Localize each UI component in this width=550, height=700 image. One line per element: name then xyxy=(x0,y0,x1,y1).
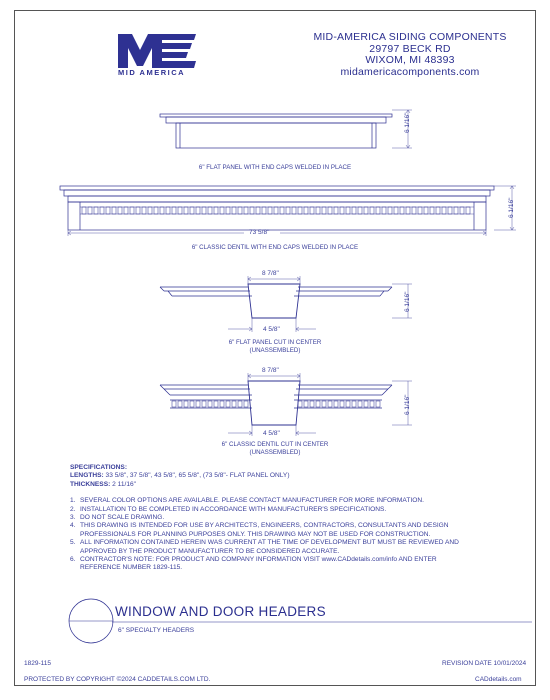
dentil-block xyxy=(454,207,458,214)
dentil-block xyxy=(418,207,422,214)
view2-height-dim: 6 1/16" xyxy=(508,197,515,218)
dentil-block xyxy=(196,207,200,214)
dentil-block xyxy=(106,207,110,214)
spec-thickness-value: 2 11/16" xyxy=(112,480,136,488)
dentil-block xyxy=(118,207,122,214)
note-text: DO NOT SCALE DRAWING. xyxy=(80,514,165,522)
note-text-cont: PROFESSIONALS FOR PLANNING PURPOSES ONLY. THIS DRAWING MAY NOT BE USED FOR CONSTRUCTION. xyxy=(80,530,431,538)
dentil-block xyxy=(364,207,368,214)
dentil-block xyxy=(298,401,302,407)
reference-number: 1829-115 xyxy=(24,660,51,667)
dentil-block xyxy=(340,207,344,214)
classic-dentil-elevation xyxy=(60,186,516,236)
dentil-block xyxy=(142,207,146,214)
dentil-block xyxy=(232,207,236,214)
dentil-block xyxy=(382,207,386,214)
drawing-subtitle: 6" SPECIALTY HEADERS xyxy=(118,627,195,634)
dentil-block xyxy=(364,401,368,407)
view3-caption-line1: 6" FLAT PANEL CUT IN CENTER xyxy=(228,339,322,346)
dentil-block xyxy=(334,207,338,214)
company-address-line1: 29797 BECK RD xyxy=(369,42,451,55)
dentil-block xyxy=(334,401,338,407)
dentil-block xyxy=(178,401,182,407)
drawing-title: WINDOW AND DOOR HEADERS xyxy=(115,604,326,619)
dentil-block xyxy=(388,207,392,214)
dentil-block xyxy=(304,207,308,214)
note-number: 5. xyxy=(70,539,76,547)
detail-circle-icon xyxy=(66,596,116,646)
dentil-block xyxy=(172,401,176,407)
dentil-block xyxy=(436,207,440,214)
dentil-block xyxy=(166,207,170,214)
dentil-block xyxy=(322,401,326,407)
title-underline xyxy=(112,621,532,623)
dentil-block xyxy=(346,401,350,407)
dentil-block xyxy=(448,207,452,214)
dentil-block xyxy=(244,207,248,214)
dentil-block xyxy=(232,401,236,407)
spec-thickness xyxy=(70,481,510,489)
note-number: 2. xyxy=(70,505,76,513)
spec-heading: SPECIFICATIONS: xyxy=(70,464,128,471)
dentil-block xyxy=(352,207,356,214)
view3-bottom-dim: 4 5/8" xyxy=(263,326,280,333)
dentil-block xyxy=(112,207,116,214)
dentil-block xyxy=(184,207,188,214)
note-number: 3. xyxy=(70,514,76,522)
dentil-block xyxy=(238,401,242,407)
dentil-block xyxy=(352,401,356,407)
spec-note xyxy=(70,522,510,539)
dentil-block xyxy=(94,207,98,214)
note-text-cont: APPROVED BY THE PRODUCT MANUFACTURER TO BE CONSIDERED ACCURATE. xyxy=(80,547,340,555)
dentil-block xyxy=(226,401,230,407)
dentil-block xyxy=(208,207,212,214)
dentil-block xyxy=(424,207,428,214)
dentil-block xyxy=(124,207,128,214)
classic-dentil-cut-elevation xyxy=(160,373,412,436)
dentil-block xyxy=(304,401,308,407)
view4-caption-line1: 6" CLASSIC DENTIL CUT IN CENTER xyxy=(221,441,329,448)
note-text: SEVERAL COLOR OPTIONS ARE AVAILABLE. PLEASE CONTACT MANUFACTURER FOR MORE INFORMATION. xyxy=(80,497,424,505)
flat-panel-cut-elevation xyxy=(160,276,412,332)
dentil-block xyxy=(310,207,314,214)
view4-bottom-dim: 4 5/8" xyxy=(263,430,280,437)
dentil-block xyxy=(244,401,248,407)
spec-note xyxy=(70,506,510,514)
dentil-block xyxy=(376,207,380,214)
dentil-block xyxy=(460,207,464,214)
note-number: 1. xyxy=(70,497,76,505)
spec-note xyxy=(70,497,510,505)
note-text: CONTRACTOR'S NOTE: FOR PRODUCT AND COMPANY INFORMATION VISIT www.CADdetails.com/info AND ENTER xyxy=(80,556,437,564)
dentil-block xyxy=(316,207,320,214)
dentil-block xyxy=(256,207,260,214)
dentil-block xyxy=(160,207,164,214)
company-website[interactable]: midamericacomponents.com xyxy=(340,65,480,78)
dentil-block xyxy=(172,207,176,214)
note-text: ALL INFORMATION CONTAINED HEREIN WAS CURRENT AT THE TIME OF DEVELOPMENT BUT MUST BE REVIEWED AND xyxy=(80,539,459,547)
spec-lengths xyxy=(70,472,510,480)
dentil-block xyxy=(148,207,152,214)
note-number: 6. xyxy=(70,556,76,564)
dentil-block xyxy=(208,401,212,407)
view4-top-dim: 8 7/8" xyxy=(262,367,279,374)
specifications-block xyxy=(70,464,510,573)
view3-height-dim: 6 1/16" xyxy=(404,291,411,312)
dentil-block xyxy=(202,401,206,407)
dentil-block xyxy=(286,207,290,214)
dentil-block xyxy=(406,207,410,214)
dentil-block xyxy=(400,207,404,214)
dentil-block xyxy=(136,207,140,214)
dentil-block xyxy=(226,207,230,214)
dentil-block xyxy=(274,207,278,214)
dentil-block xyxy=(214,401,218,407)
dentil-block xyxy=(376,401,380,407)
dentil-block xyxy=(268,207,272,214)
dentil-block xyxy=(358,207,362,214)
view4-caption-line2: (UNASSEMBLED) xyxy=(249,449,301,456)
spec-note xyxy=(70,556,510,573)
note-number: 4. xyxy=(70,522,76,530)
dentil-block xyxy=(316,401,320,407)
spec-lengths-label: LENGTHS: xyxy=(70,472,104,480)
spec-thickness-label: THICKNESS: xyxy=(70,480,111,488)
dentil-block xyxy=(370,401,374,407)
dentil-block xyxy=(202,207,206,214)
dentil-block xyxy=(328,207,332,214)
dentil-block xyxy=(394,207,398,214)
dentil-block xyxy=(442,207,446,214)
dentil-block xyxy=(250,207,254,214)
spec-note xyxy=(70,514,510,522)
dentil-block xyxy=(100,207,104,214)
dentil-block xyxy=(430,207,434,214)
spec-lengths-value: 33 5/8", 37 5/8", 43 5/8", 65 5/8", (73 5/8"- FLAT PANEL ONLY) xyxy=(105,472,290,480)
dentil-block xyxy=(358,401,362,407)
dentil-block xyxy=(178,207,182,214)
dentil-block xyxy=(298,207,302,214)
dentil-block xyxy=(82,207,86,214)
dentil-block xyxy=(214,207,218,214)
dentil-block xyxy=(310,401,314,407)
spec-note xyxy=(70,539,510,556)
dentil-block xyxy=(220,401,224,407)
dentil-block xyxy=(88,207,92,214)
revision-date: REVISION DATE 10/01/2024 xyxy=(442,660,527,667)
note-text: THIS DRAWING IS INTENDED FOR USE BY ARCHITECTS, ENGINEERS, CONTRACTORS, CONSULTANTS AND DESIGN xyxy=(80,522,449,530)
dentil-block xyxy=(340,401,344,407)
note-text-cont: REFERENCE NUMBER 1829-115. xyxy=(80,564,183,572)
dentil-block xyxy=(370,207,374,214)
dentil-block xyxy=(322,207,326,214)
dentil-block xyxy=(412,207,416,214)
dentil-block xyxy=(184,401,188,407)
dentil-block xyxy=(346,207,350,214)
dentil-block xyxy=(154,207,158,214)
view1-caption: 6" FLAT PANEL WITH END CAPS WELDED IN PLACE xyxy=(198,164,352,171)
view3-caption-line2: (UNASSEMBLED) xyxy=(249,347,301,354)
flat-panel-elevation xyxy=(160,110,412,148)
dentil-block xyxy=(220,207,224,214)
dentil-block xyxy=(190,207,194,214)
dentil-block xyxy=(130,207,134,214)
view1-height-dim: 6 1/16" xyxy=(404,112,411,133)
dentil-block xyxy=(262,207,266,214)
company-name: MID-AMERICA SIDING COMPONENTS xyxy=(313,31,507,43)
logo-text: MID AMERICA xyxy=(118,68,186,77)
dentil-block xyxy=(238,207,242,214)
view2-width-dim: 73 5/8" xyxy=(249,229,270,236)
copyright-text: PROTECTED BY COPYRIGHT ©2024 CADDETAILS.COM LTD. xyxy=(24,676,211,683)
dentil-block xyxy=(292,207,296,214)
dentil-block xyxy=(466,207,470,214)
dentil-block xyxy=(196,401,200,407)
view3-top-dim: 8 7/8" xyxy=(262,270,279,277)
dentil-block xyxy=(190,401,194,407)
caddetails-link[interactable]: CADdetails.com xyxy=(475,676,522,683)
dentil-block xyxy=(328,401,332,407)
view4-height-dim: 6 1/16" xyxy=(404,394,411,415)
note-text: INSTALLATION TO BE COMPLETED IN ACCORDANCE WITH MANUFACTURER'S SPECIFICATIONS. xyxy=(80,505,387,513)
view2-caption: 6" CLASSIC DENTIL WITH END CAPS WELDED IN PLACE xyxy=(191,244,359,251)
company-address-line2: WIXOM, MI 48393 xyxy=(365,54,455,66)
dentil-block xyxy=(280,207,284,214)
